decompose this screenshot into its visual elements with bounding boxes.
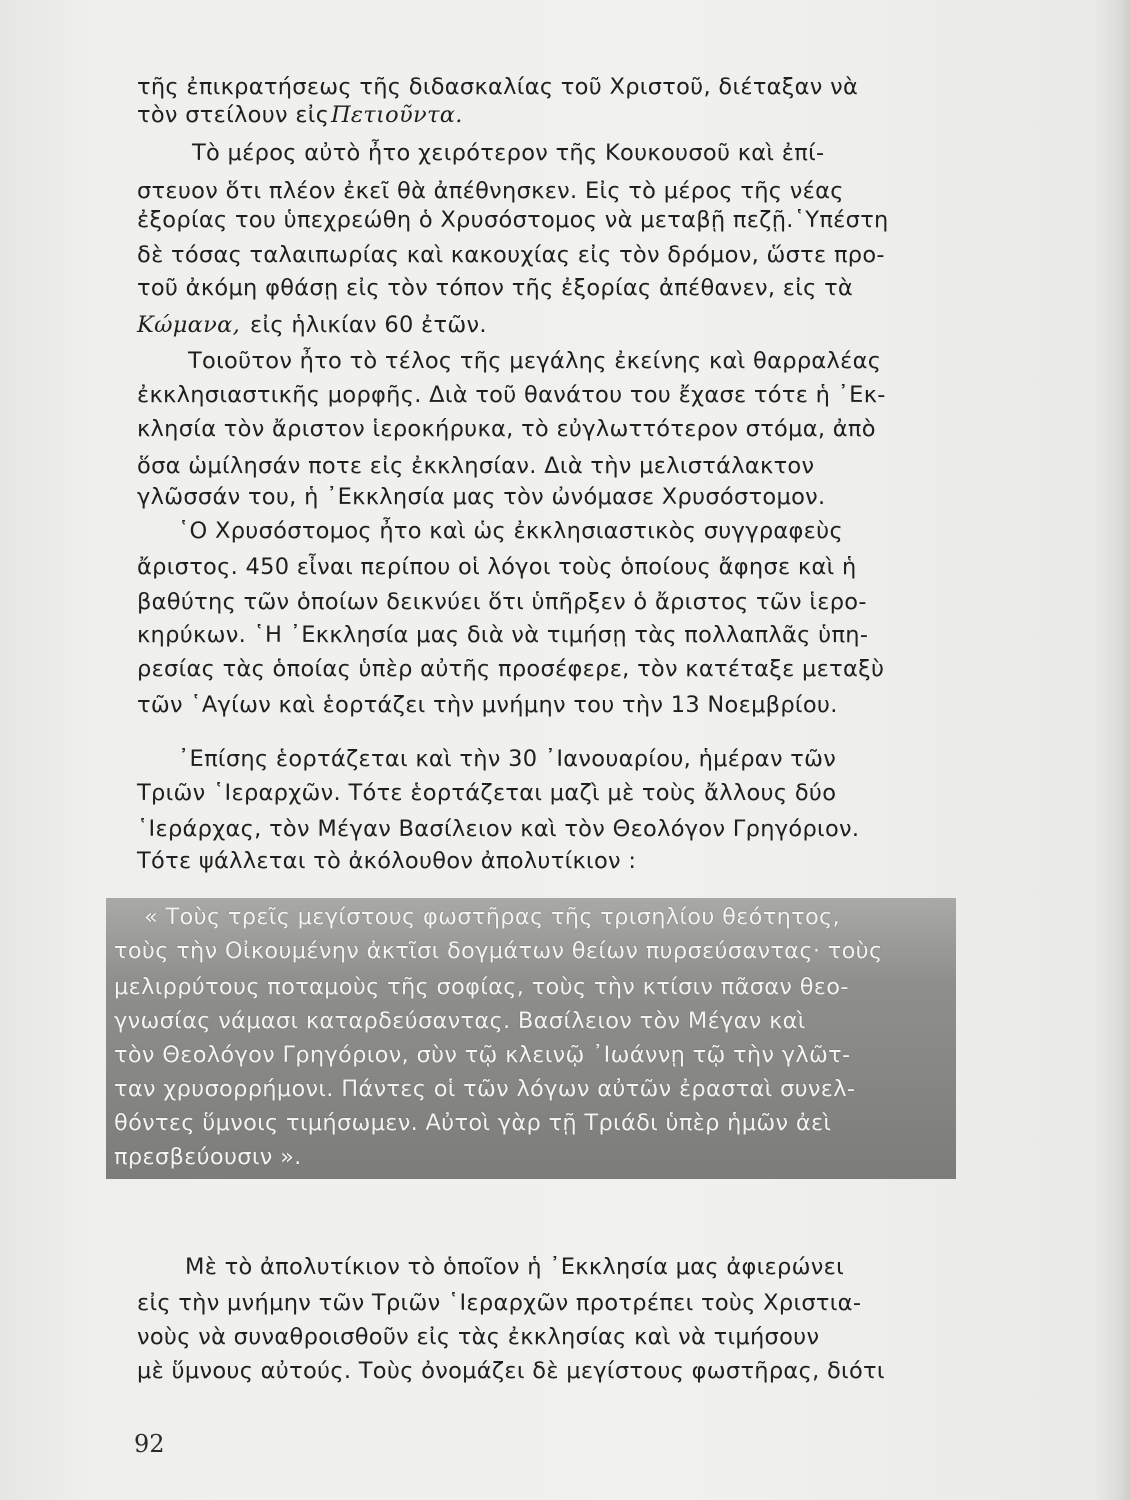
hymn-highlight-block [106, 898, 956, 1179]
hymn-line: πρεσβεύουσιν ». [114, 1144, 302, 1170]
text-line-content: Μὲ τὸ ἀπολυτίκιον τὸ ὁποῖον ἡ ᾿Εκκλησία μας ἀφιερώνει [185, 1254, 844, 1280]
text-line [0, 778, 1130, 808]
text-line [0, 1252, 1130, 1282]
text-line [0, 414, 1130, 444]
text-line [0, 1288, 1130, 1318]
text-line-content: Τριῶν ῾Ιεραρχῶν. Τότε ἑορτάζεται μαζὶ μὲ τοὺς ἄλλους δύο [137, 780, 837, 806]
text-line [0, 100, 1130, 130]
text-line [0, 516, 1130, 546]
hymn-line: μελιρρύτους ποταμοὺς τῆς σοφίας, τοὺς τὴν κτίσιν πᾶσαν θεο- [114, 974, 849, 1000]
text-line [0, 72, 1130, 102]
text-line [0, 273, 1130, 303]
text-line-content: τὸν στείλουν εἰς [137, 102, 330, 128]
text-line-content: εἰς τὴν μνήμην τῶν Τριῶν ῾Ιεραρχῶν προτρέπει τοὺς Χριστια- [137, 1290, 862, 1316]
text-line-content: τῶν ῾Αγίων καὶ ἑορτάζει τὴν μνήμην του τὴν 13 Νοεμβρίου. [137, 692, 838, 718]
text-line-content: τοῦ ἀκόμη φθάσῃ εἰς τὸν τόπον τῆς ἐξορίας ἀπέθανεν, εἰς τὰ [137, 275, 854, 301]
text-line [0, 620, 1130, 650]
text-line [0, 846, 1130, 876]
hymn-line: « Τοὺς τρεῖς μεγίστους φωστῆρας τῆς τρισηλίου θεότητος, [144, 904, 841, 930]
text-line-content: κλησία τὸν ἄριστον ἱεροκήρυκα, τὸ εὐγλωττότερον στόμα, ἀπὸ [137, 416, 876, 442]
text-line-content: Τοιοῦτον ἦτο τὸ τέλος τῆς μεγάλης ἐκείνης καὶ θαρραλέας [188, 348, 882, 374]
text-line [0, 552, 1130, 582]
text-line [0, 240, 1130, 270]
text-line [0, 1356, 1130, 1386]
text-line-content: ρεσίας τὰς ὁποίας ὑπὲρ αὐτῆς προσέφερε, τὸν κατέταξε μεταξὺ [137, 656, 885, 682]
hymn-line: τὸν Θεολόγον Γρηγόριον, σὺν τῷ κλεινῷ ᾿Ιωάννῃ τῷ τὴν γλῶτ- [114, 1042, 851, 1068]
text-line-content: βαθύτης τῶν ὁποίων δεικνύει ὅτι ὑπῆρξεν ὁ ἄριστος τῶν ἱερο- [137, 589, 867, 615]
text-line-content: ῾Ιεράρχας, τὸν Μέγαν Βασίλειον καὶ τὸν Θεολόγον Γρηγόριον. [137, 816, 860, 842]
text-line [0, 346, 1130, 376]
text-line [0, 690, 1130, 720]
hymn-line: θόντες ὕμνοις τιμήσωμεν. Αὐτοὶ γὰρ τῇ Τριάδι ὑπὲρ ἡμῶν ἀεὶ [114, 1110, 832, 1136]
text-line-content: δὲ τόσας ταλαιπωρίας καὶ κακουχίας εἰς τὸν δρόμον, ὥστε προ- [137, 242, 885, 268]
hymn-line: τοὺς τὴν Οἰκουμένην ἀκτῖσι δογμάτων θείων πυρσεύσαντας· τοὺς [114, 938, 883, 964]
text-line [0, 587, 1130, 617]
text-line-content: γλῶσσάν του, ἡ ᾿Εκκλησία μας τὸν ὠνόμασε Χρυσόστομον. [137, 484, 826, 510]
text-line-content: Τότε ψάλλεται τὸ ἀκόλουθον ἀπολυτίκιον : [137, 848, 637, 874]
text-line [0, 138, 1130, 168]
text-line [0, 380, 1130, 410]
text-line [0, 451, 1130, 481]
text-line-content: νοὺς νὰ συναθροισθοῦν εἰς τὰς ἐκκλησίας καὶ νὰ τιμήσουν [137, 1324, 820, 1350]
text-line [0, 205, 1130, 235]
text-line [0, 744, 1130, 774]
page-number: 92 [134, 1430, 165, 1458]
text-line-content: εἰς ἡλικίαν 60 ἐτῶν. [250, 312, 487, 338]
italic-place-name: Πετιοῦντα. [331, 102, 463, 128]
text-line [0, 310, 1130, 340]
text-line-content: Τὸ μέρος αὐτὸ ἦτο χειρότερον τῆς Κουκουσοῦ καὶ ἐπί- [192, 140, 825, 166]
text-line-content: ᾿Επίσης ἑορτάζεται καὶ τὴν 30 ᾿Ιανουαρίου, ἡμέραν τῶν [178, 746, 837, 772]
text-line-content: ἐκκλησιαστικῆς μορφῆς. Διὰ τοῦ θανάτου του ἔχασε τότε ἡ ᾿Εκ- [137, 382, 886, 408]
hymn-line: γνωσίας νάμασι καταρδεύσαντας. Βασίλειον τὸν Μέγαν καὶ [114, 1008, 806, 1034]
text-line-content: κηρύκων. ῾Η ᾿Εκκλησία μας διὰ νὰ τιμήσῃ τὰς πολλαπλᾶς ὑπη- [137, 622, 869, 648]
text-line-content: ὅσα ὡμίλησάν ποτε εἰς ἐκκλησίαν. Διὰ τὴν μελιστάλακτον [137, 453, 815, 479]
text-line-content: ἐξορίας του ὑπεχρεώθη ὁ Χρυσόστομος νὰ μεταβῇ πεζῇ.῾Υπέστη [137, 207, 889, 233]
text-line [0, 482, 1130, 512]
text-line-content: ἄριστος. 450 εἶναι περίπου οἱ λόγοι τοὺς ὁποίους ἄφησε καὶ ἡ [137, 554, 857, 580]
text-line [0, 814, 1130, 844]
hymn-line: ταν χρυσορρήμονι. Πάντες οἱ τῶν λόγων αὐτῶν ἐρασταὶ συνελ- [114, 1076, 856, 1102]
italic-place-name: Κώμανα, [137, 312, 241, 338]
text-line-content: ῾Ο Χρυσόστομος ἦτο καὶ ὡς ἐκκλησιαστικὸς συγγραφεὺς [178, 518, 843, 544]
text-line-content: μὲ ὕμνους αὐτούς. Τοὺς ὀνομάζει δὲ μεγίστους φωστῆρας, διότι [137, 1358, 885, 1384]
text-line [0, 654, 1130, 684]
text-line [0, 1322, 1130, 1352]
text-line [0, 176, 1130, 206]
text-line-content: τῆς ἐπικρατήσεως τῆς διδασκαλίας τοῦ Χριστοῦ, διέταξαν νὰ [137, 74, 859, 100]
text-line-content: στευον ὅτι πλέον ἐκεῖ θὰ ἀπέθνησκεν. Εἰς τὸ μέρος τῆς νέας [137, 178, 844, 204]
